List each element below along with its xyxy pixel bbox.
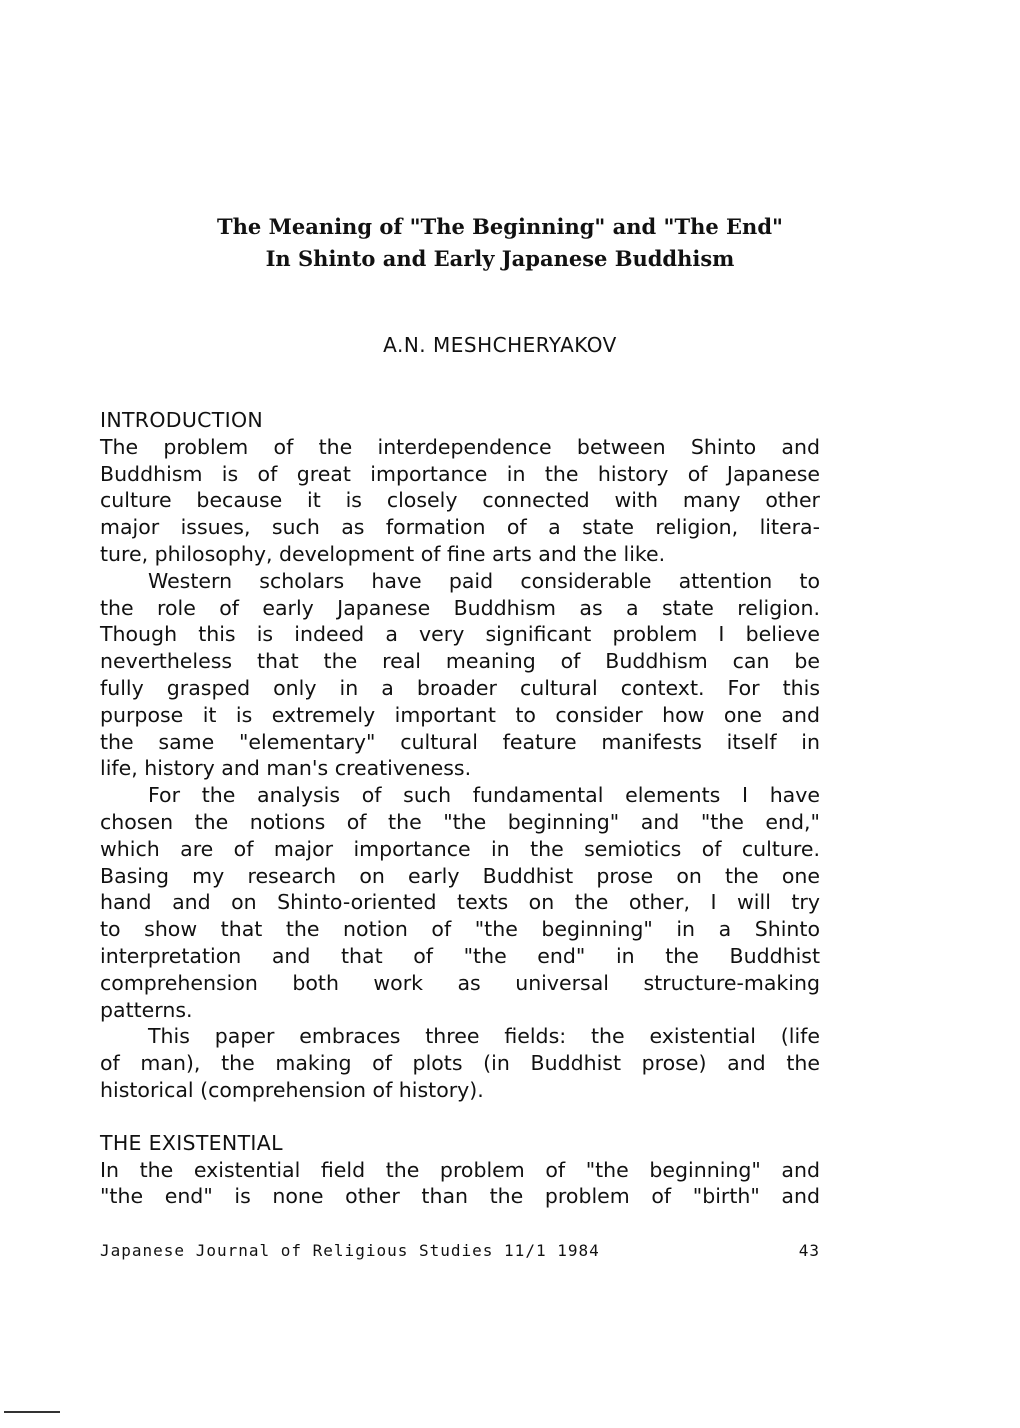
text-line: chosen the notions of the "the beginning" and "the end," (100, 809, 820, 834)
text-line: purpose it is extremely important to consider how one and (100, 702, 820, 727)
text-line: Basing my research on early Buddhist prose on the one (100, 863, 820, 888)
text-line: nevertheless that the real meaning of Buddhism can be (100, 649, 820, 674)
text-line: Western scholars have paid considerable attention to (148, 568, 820, 593)
text-line: life, history and man's creativeness. (100, 756, 472, 781)
text-line: Though this is indeed a very significant problem I believe (100, 622, 820, 647)
text-line: culture because it is closely connected with many other (100, 488, 820, 513)
section-heading-existential: THE EXISTENTIAL (100, 1130, 283, 1155)
page-number: 43 (798, 1241, 820, 1260)
section-heading-introduction: INTRODUCTION (100, 408, 264, 432)
paragraph-intro-1 (100, 434, 820, 568)
paragraph-existential-1 (100, 1157, 820, 1211)
paragraph-intro-2 (100, 568, 820, 782)
text-line: interpretation and that of "the end" in the Buddhist (100, 943, 820, 968)
text-line: historical (comprehension of history). (100, 1077, 484, 1102)
paragraph-intro-4 (100, 1023, 820, 1103)
text-line: comprehension both work as universal structure-making (100, 970, 820, 995)
page-footer (100, 1241, 820, 1260)
text-line: the role of early Japanese Buddhism as a state religion. (100, 595, 820, 620)
text-line: major issues, such as formation of a state religion, litera- (100, 515, 820, 540)
author-name: A.N. MESHCHERYAKOV (383, 333, 617, 357)
text-line: "the end" is none other than the problem of "birth" and (100, 1184, 820, 1209)
text-line: of man), the making of plots (in Buddhist prose) and the (100, 1051, 820, 1076)
journal-citation: Japanese Journal of Religious Studies 11/1 1984 (100, 1241, 600, 1260)
paragraph-intro-3 (100, 782, 820, 1023)
article-title (130, 211, 870, 275)
title-line-1: The Meaning of "The Beginning" and "The End" (217, 214, 783, 239)
text-line: ture, philosophy, development of fine arts and the like. (100, 541, 666, 566)
title-line-2: In Shinto and Early Japanese Buddhism (265, 246, 735, 271)
text-line: hand and on Shinto-oriented texts on the other, I will try (100, 890, 820, 915)
text-line: This paper embraces three fields: the existential (life (148, 1024, 820, 1049)
section-spacer (100, 1104, 820, 1130)
text-line: In the existential field the problem of "the beginning" and (100, 1157, 820, 1182)
text-line: which are of major importance in the semiotics of culture. (100, 836, 820, 861)
text-line: fully grasped only in a broader cultural context. For this (100, 675, 820, 700)
text-line: patterns. (100, 997, 193, 1022)
text-line: the same "elementary" cultural feature manifests itself in (100, 729, 820, 754)
text-line: to show that the notion of "the beginning" in a Shinto (100, 917, 820, 942)
text-line: The problem of the interdependence between Shinto and (100, 434, 820, 459)
text-line: For the analysis of such fundamental elements I have (148, 783, 820, 808)
scan-artifact-line (4, 1411, 60, 1413)
article-body (100, 407, 820, 1210)
text-line: Buddhism is of great importance in the history of Japanese (100, 461, 820, 486)
